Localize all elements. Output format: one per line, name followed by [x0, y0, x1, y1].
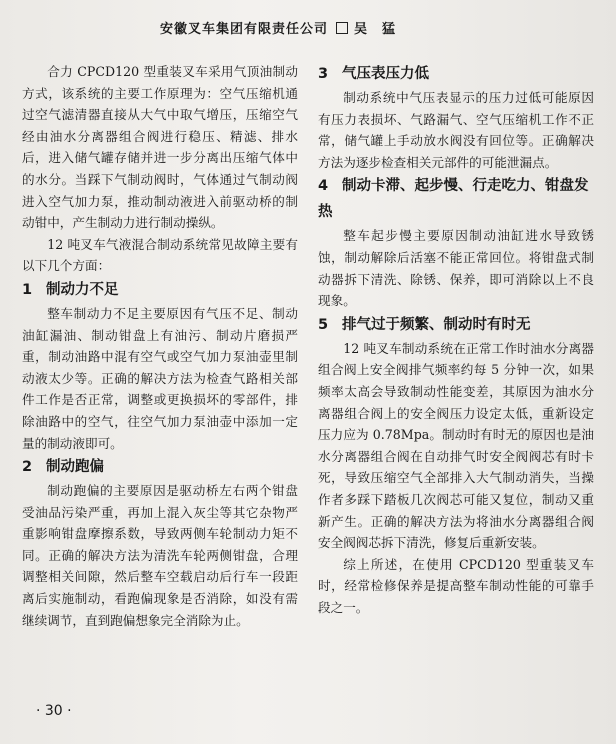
section-1-heading	[22, 277, 298, 303]
section-4-number: 4	[318, 178, 329, 195]
square-separator-icon	[336, 22, 348, 34]
intro-paragraph: 合力 CPCD120 型重装叉车采用气顶油制动方式，该系统的主要工作原理为：空气压缩机通过空气滤清器直接从大气中取气增压，压缩空气经由油水分离器组合阀进行稳压、精滤、排水后，进入储气罐存储并进一步分离出压缩气体中的水分。当踩下气制动阀时，气体通过气制动阀进入空气加力泵，推动制动液进入前驱动桥的制动钳中，产生制动力进行制动操纵。	[22, 64, 298, 231]
section-4-title: 制动卡滞、起步慢、行走吃力、钳盘发热	[318, 178, 589, 221]
section-1-number: 1	[22, 281, 33, 298]
section-5-title: 排气过于频繁、制动时有时无	[342, 316, 531, 333]
section-3-title: 气压表压力低	[342, 66, 429, 82]
section-2-body: 制动跑偏的主要原因是驱动桥左右两个钳盘受油品污染严重，再加上混入灰尘等其它杂物严重影响钳盘摩擦系数，导致两侧车轮制动力矩不同。正确的解决方法为清洗车轮两侧钳盘，合理调整相关间隙，然后整车空载启动后行车一段距离后实施制动，看跑偏现象是否消除，如没有需继续调节，直到跑偏想象完全消除为止。	[22, 483, 298, 628]
section-5-body: 12 吨叉车制动系统在正常工作时油水分离器组合阀上安全阀排气频率约每 5 分钟一次，如果频率太高会导致制动性能变差，其原因为油水分离器组合阀上的安全阀压力设定太低，重新设定压力应为 0.78Mpa。制动时有时无的原因也是油水分离器组合阀在自动排气时安全阀阀芯有时卡死，导致压缩空气全部排入大气制动消失，当操作者多踩下踏板几次阀芯可能又复位，制动又重新产生。正确的解决方法为将油水分离器组合阀安全阀阀芯拆下清洗，修复后重新安装。	[318, 340, 594, 551]
section-1-body: 整车制动力不足主要原因有气压不足、制动油缸漏油、制动钳盘上有油污、制动片磨损严重，制动油路中混有空气或空气加力泵油壶里制动液太少等。正确的解决方法为检查气路相关部件工作是否正常，调整或更换损坏的零部件，排除油路中的空气，往空气加力泵油壶中添加一定量的制动液即可。	[22, 305, 298, 451]
section-3-number: 3	[318, 66, 329, 82]
section-3-body: 制动系统中气压表显示的压力过低可能原因有压力表损坏、气路漏气、空气压缩机工作不正常，储气罐上手动放水阀没有回位等。正确解决方法为逐步检查相关元部件的可能泄漏点。	[318, 90, 594, 170]
author-name: 吴 猛	[354, 22, 397, 37]
left-column	[22, 61, 298, 631]
section-4-body: 整车起步慢主要原因制动油缸进水导致锈蚀，制动解除后活塞不能正常回位。将钳盘式制动器拆下清洗、除锈、保养，即可消除以上不良现象。	[318, 228, 594, 309]
section-5-number: 5	[318, 316, 329, 333]
section-2-heading	[22, 454, 298, 480]
section-4-heading	[318, 173, 594, 225]
faults-lead-paragraph: 12 吨叉车气液混合制动系统常见故障主要有以下几个方面：	[22, 236, 298, 274]
right-column	[318, 61, 594, 618]
section-3-heading	[318, 61, 594, 87]
section-2-title: 制动跑偏	[46, 459, 104, 476]
article-byline	[160, 18, 396, 37]
page-number: · 30 ·	[36, 703, 72, 719]
conclusion-paragraph: 综上所述，在使用 CPCD120 型重装叉车时，经常检修保养是提高整车制动性能的可靠手段之一。	[318, 556, 594, 615]
section-5-heading	[318, 312, 594, 338]
organization-name: 安徽叉车集团有限责任公司	[160, 22, 329, 37]
section-2-number: 2	[22, 459, 33, 476]
section-1-title: 制动力不足	[46, 281, 119, 298]
